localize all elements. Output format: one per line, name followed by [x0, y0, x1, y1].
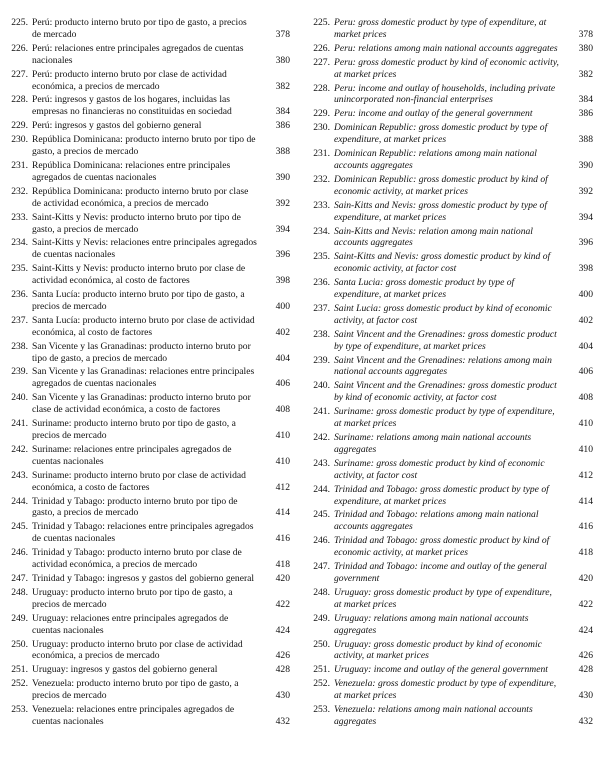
entry-number: 226. — [313, 42, 330, 54]
entry-page-number: 380 — [275, 54, 290, 66]
entry-number: 237. — [11, 314, 28, 326]
entry-title: Trinidad y Tabago: ingresos y gastos del gobierno general — [32, 572, 255, 584]
entry-body — [334, 561, 593, 585]
entry-title: Uruguay: gross domestic product by kind of economic activity, at market prices — [334, 638, 542, 662]
entry-page-number: 398 — [275, 275, 290, 287]
entry-title: Saint-Kitts and Nevis: gross domestic product by kind of economic activity, at factor cost — [334, 251, 551, 275]
entry-body — [32, 418, 290, 442]
entry-body — [32, 263, 290, 287]
entry-page-number: 392 — [275, 197, 290, 209]
entry-body — [32, 613, 290, 637]
entry-page-number: 406 — [578, 366, 593, 378]
entry-body — [32, 289, 290, 313]
entry-body — [32, 43, 290, 67]
entry-number: 240. — [11, 392, 28, 404]
entry-title: Saint Vincent and the Grenadines: relations among main national accounts aggregates — [334, 354, 552, 378]
entry-page-number: 412 — [275, 481, 290, 493]
entry-body — [334, 432, 593, 456]
entry-body — [334, 704, 593, 728]
entry-body — [32, 134, 290, 158]
entry-page-number: 428 — [578, 664, 593, 676]
entry-title: República Dominicana: producto interno bruto por clase de actividad económica, a precios de mercado — [32, 185, 249, 209]
contents-entry — [310, 509, 593, 533]
entry-body — [32, 587, 290, 611]
entry-number: 246. — [313, 535, 330, 547]
contents-entry — [310, 57, 593, 81]
entry-body — [32, 237, 290, 261]
entry-page-number: 402 — [578, 314, 593, 326]
entry-title: Saint Vincent and the Grenadines: gross domestic product by type of expenditure, at market prices — [334, 328, 557, 352]
entry-number: 247. — [313, 561, 330, 573]
contents-entry — [310, 535, 593, 559]
entry-page-number: 432 — [275, 715, 290, 727]
contents-entry — [8, 186, 290, 210]
contents-entry — [8, 678, 290, 702]
entry-body — [334, 277, 593, 301]
entry-title: Santa Lucía: producto interno bruto por clase de actividad económica, al costo de factores — [32, 314, 255, 338]
contents-entry — [8, 69, 290, 93]
entry-title: Saint-Kitts y Nevis: producto interno bruto por tipo de gasto, a precios de mercado — [32, 211, 241, 235]
entry-body — [334, 174, 593, 198]
entry-body — [32, 704, 290, 728]
contents-entry — [8, 392, 290, 416]
contents-entry — [310, 226, 593, 250]
contents-entry — [8, 587, 290, 611]
entry-number: 233. — [313, 199, 330, 211]
entry-body — [32, 212, 290, 236]
entry-title: Perú: ingresos y gastos de los hogares, incluidas las empresas no financieras no constituidas en sociedad — [32, 94, 232, 118]
entry-body — [334, 355, 593, 379]
contents-entry — [310, 484, 593, 508]
contents-entry — [8, 664, 290, 676]
contents-entry — [8, 237, 290, 261]
entry-body — [334, 122, 593, 146]
entry-number: 249. — [313, 612, 330, 624]
entry-title: Suriname: relaciones entre principales agregados de cuentas nacionales — [32, 443, 232, 467]
entry-page-number: 408 — [275, 404, 290, 416]
entry-title: Dominican Republic: gross domestic product by type of expenditure, at market prices — [334, 122, 548, 146]
entry-title: Trinidad y Tabago: relaciones entre principales agregados de cuentas nacionales — [32, 521, 254, 545]
entry-body — [32, 470, 290, 494]
entry-body — [334, 613, 593, 637]
entry-page-number: 404 — [275, 352, 290, 364]
entry-page-number: 408 — [578, 392, 593, 404]
entry-page-number: 426 — [578, 650, 593, 662]
entry-body — [334, 509, 593, 533]
contents-entry — [310, 380, 593, 404]
entry-number: 250. — [313, 638, 330, 650]
entry-body — [334, 303, 593, 327]
entry-number: 252. — [11, 678, 28, 690]
entry-page-number: 426 — [275, 650, 290, 662]
contents-entry — [310, 17, 593, 41]
entry-title: Dominican Republic: gross domestic product by kind of economic activity, at market prices — [334, 173, 548, 197]
entry-page-number: 430 — [275, 690, 290, 702]
entry-body — [334, 587, 593, 611]
entry-page-number: 410 — [578, 443, 593, 455]
contents-entry — [310, 43, 593, 55]
contents-entry — [310, 108, 593, 120]
entry-title: Perú: producto interno bruto por clase de actividad económica, a precios de mercado — [32, 68, 227, 92]
entry-body — [334, 200, 593, 224]
entry-number: 241. — [11, 418, 28, 430]
entry-number: 235. — [11, 263, 28, 275]
entry-title: Uruguay: gross domestic product by type of expenditure, at market prices — [334, 586, 552, 610]
contents-entry — [8, 639, 290, 663]
entry-title: Saint Vincent and the Grenadines: gross domestic product by kind of economic activity, at factor cost — [334, 380, 557, 404]
entry-title: Uruguay: income and outlay of the general government — [334, 664, 548, 676]
contents-entry — [310, 406, 593, 430]
entry-title: Sain-Kitts and Nevis: gross domestic product by type of expenditure, at market prices — [334, 199, 547, 223]
entry-body — [334, 664, 593, 676]
contents-entry — [8, 470, 290, 494]
contents-entry — [310, 639, 593, 663]
entry-body — [32, 664, 290, 676]
entry-title: Uruguay: relations among main national accounts aggregates — [334, 612, 529, 636]
contents-entry — [8, 17, 290, 41]
entry-title: Saint Lucia: gross domestic product by kind of economic activity, at factor cost — [334, 302, 552, 326]
entry-body — [334, 43, 593, 55]
entry-number: 231. — [11, 159, 28, 171]
entry-page-number: 424 — [275, 624, 290, 636]
contents-entry — [8, 94, 290, 118]
entry-body — [32, 17, 290, 41]
entry-title: Santa Lucía: producto interno bruto por tipo de gasto, a precios de mercado — [32, 289, 245, 312]
entry-page-number: 380 — [578, 42, 593, 54]
entry-number: 238. — [11, 340, 28, 352]
entry-title: Peru: relations among main national accounts aggregates — [334, 42, 558, 54]
entry-page-number: 412 — [578, 469, 593, 481]
entry-page-number: 416 — [578, 521, 593, 533]
entry-number: 241. — [313, 406, 330, 418]
contents-entry — [8, 547, 290, 571]
entry-page-number: 410 — [275, 430, 290, 441]
entry-body — [32, 639, 290, 663]
contents-entry — [310, 148, 593, 172]
entry-title: Trinidad y Tabago: producto interno bruto por clase de actividad económica, a precios de mercado — [32, 547, 242, 571]
entry-page-number: 410 — [275, 455, 290, 467]
contents-entry — [8, 613, 290, 637]
contents-entry — [310, 277, 593, 301]
entry-number: 236. — [313, 277, 330, 289]
entry-page-number: 416 — [275, 533, 290, 545]
entry-title: Uruguay: producto interno bruto por tipo de gasto, a precios de mercado — [32, 586, 233, 610]
entry-body — [32, 444, 290, 468]
entry-title: República Dominicana: relaciones entre principales agregados de cuentas nacionales — [32, 159, 231, 183]
entry-number: 246. — [11, 547, 28, 559]
entry-number: 239. — [11, 366, 28, 378]
entry-title: Santa Lucia: gross domestic product by type of expenditure, at market prices — [334, 277, 515, 301]
entry-number: 234. — [11, 237, 28, 249]
entry-title: Suriname: producto interno bruto por clase de actividad económica, a costo de factores — [32, 469, 246, 493]
entry-page-number: 414 — [578, 495, 593, 507]
entry-number: 253. — [11, 704, 28, 716]
entry-number: 245. — [313, 509, 330, 521]
entry-title: Saint-Kitts y Nevis: producto interno bruto por clase de actividad económica, al costo de factores — [32, 263, 246, 287]
entry-page-number: 424 — [578, 624, 593, 636]
entry-title: Dominican Republic: relations among main national accounts aggregates — [334, 148, 537, 171]
entry-body — [32, 366, 290, 390]
entry-body — [32, 496, 290, 520]
entry-number: 233. — [11, 211, 28, 223]
entry-page-number: 404 — [578, 340, 593, 352]
entry-number: 227. — [313, 56, 330, 68]
entry-number: 225. — [313, 17, 330, 28]
contents-entry — [310, 678, 593, 702]
entry-title: Peru: gross domestic product by kind of economic activity, at market prices — [334, 56, 559, 80]
entry-title: Perú: ingresos y gastos del gobierno general — [32, 120, 202, 132]
entry-number: 236. — [11, 289, 28, 301]
entry-number: 228. — [313, 82, 330, 94]
entry-page-number: 428 — [275, 664, 290, 676]
entry-page-number: 382 — [578, 68, 593, 80]
entry-page-number: 388 — [578, 134, 593, 146]
entry-number: 226. — [11, 42, 28, 54]
entry-title: Trinidad and Tobago: relations among main national accounts aggregates — [334, 509, 539, 533]
entry-number: 248. — [11, 586, 28, 598]
contents-entry — [8, 212, 290, 236]
entry-body — [334, 458, 593, 482]
entry-title: Trinidad y Tabago: producto interno bruto por tipo de gasto, a precios de mercado — [32, 495, 238, 519]
contents-entry — [8, 160, 290, 184]
entry-title: Venezuela: gross domestic product by type of expenditure, at market prices — [334, 678, 557, 702]
contents-entry — [310, 200, 593, 224]
entry-body — [334, 108, 593, 120]
english-contents-column — [310, 17, 593, 768]
entry-page-number: 422 — [275, 598, 290, 610]
entry-number: 243. — [313, 457, 330, 469]
entry-number: 229. — [11, 120, 28, 132]
entry-number: 244. — [11, 495, 28, 507]
entry-page-number: 394 — [275, 223, 290, 235]
entry-title: Venezuela: relations among main national accounts aggregates — [334, 704, 533, 727]
contents-entry — [310, 329, 593, 353]
entry-number: 232. — [11, 185, 28, 197]
entry-body — [32, 678, 290, 702]
entry-title: Perú: relaciones entre principales agregados de cuentas nacionales — [32, 42, 244, 66]
contents-entry — [310, 303, 593, 327]
entry-page-number: 396 — [578, 237, 593, 249]
entry-body — [334, 406, 593, 430]
entry-number: 235. — [313, 251, 330, 263]
entry-number: 229. — [313, 108, 330, 120]
entry-title: Uruguay: ingresos y gastos del gobierno general — [32, 664, 218, 676]
entry-body — [32, 392, 290, 416]
entry-number: 250. — [11, 638, 28, 650]
entry-title: Suriname: gross domestic product by kind of economic activity, at factor cost — [334, 457, 545, 481]
entry-number: 238. — [313, 328, 330, 340]
entry-body — [32, 160, 290, 184]
entry-title: Uruguay: relaciones entre principales agregados de cuentas nacionales — [32, 612, 229, 636]
entry-body — [334, 57, 593, 81]
entry-page-number: 398 — [578, 263, 593, 275]
contents-entry — [8, 120, 290, 132]
entry-number: 230. — [313, 122, 330, 134]
entry-title: Peru: gross domestic product by type of expenditure, at market prices — [334, 17, 547, 40]
entry-title: Venezuela: producto interno bruto por tipo de gasto, a precios de mercado — [32, 678, 239, 702]
entry-body — [32, 315, 290, 339]
entry-number: 231. — [313, 148, 330, 160]
entry-page-number: 390 — [578, 159, 593, 171]
contents-entry — [8, 263, 290, 287]
entry-title: Trinidad and Tobago: gross domestic product by type of expenditure, at market prices — [334, 483, 549, 507]
entry-title: Sain-Kitts and Nevis: relation among main national accounts aggregates — [334, 225, 533, 249]
contents-entry — [310, 704, 593, 728]
contents-entry — [310, 613, 593, 637]
contents-entry — [8, 496, 290, 520]
contents-entry — [310, 561, 593, 585]
contents-entry — [8, 315, 290, 339]
entry-number: 227. — [11, 68, 28, 80]
entry-body — [334, 83, 593, 107]
contents-entry — [8, 341, 290, 365]
entry-number: 252. — [313, 678, 330, 690]
entry-body — [334, 148, 593, 172]
entry-page-number: 420 — [578, 572, 593, 584]
entry-page-number: 378 — [578, 28, 593, 40]
entry-page-number: 386 — [275, 120, 290, 132]
entry-title: San Vicente y las Granadinas: producto interno bruto por clase de actividad económica, a costo de factores — [32, 392, 251, 416]
entry-title: República Dominicana: producto interno bruto por tipo de gasto, a precios de mercado — [32, 134, 256, 158]
contents-entry — [310, 664, 593, 676]
contents-entry — [310, 251, 593, 275]
entry-page-number: 384 — [578, 94, 593, 106]
contents-entry — [310, 355, 593, 379]
contents-entry — [8, 366, 290, 390]
entry-page-number: 432 — [578, 715, 593, 727]
entry-page-number: 414 — [275, 507, 290, 519]
contents-entry — [310, 587, 593, 611]
entry-title: Peru: income and outlay of the general government — [334, 108, 533, 120]
entry-number: 228. — [11, 94, 28, 106]
entry-page-number: 386 — [578, 108, 593, 120]
entry-number: 239. — [313, 354, 330, 366]
entry-number: 253. — [313, 704, 330, 716]
entry-number: 234. — [313, 225, 330, 237]
entry-title: Suriname: relations among main national accounts aggregates — [334, 432, 532, 455]
entry-body — [334, 226, 593, 250]
entry-number: 237. — [313, 302, 330, 314]
entry-body — [334, 17, 593, 41]
entry-title: Perú: producto interno bruto por tipo de gasto, a precios de mercado — [32, 17, 247, 40]
entry-body — [32, 341, 290, 365]
entry-page-number: 384 — [275, 106, 290, 118]
entry-number: 245. — [11, 521, 28, 533]
entry-number: 242. — [313, 432, 330, 443]
entry-title: Trinidad and Tobago: gross domestic product by kind of economic activity, at market prices — [334, 535, 550, 559]
contents-entry — [8, 704, 290, 728]
entry-title: Saint-Kitts y Nevis: relaciones entre principales agregados de cuentas nacionales — [32, 237, 257, 261]
spanish-contents-column — [8, 17, 290, 768]
contents-entry — [8, 418, 290, 442]
entry-page-number: 388 — [275, 146, 290, 158]
contents-entry — [8, 134, 290, 158]
entry-body — [32, 547, 290, 571]
entry-body — [32, 94, 290, 118]
entry-number: 232. — [313, 173, 330, 185]
entry-page-number: 382 — [275, 80, 290, 92]
entry-number: 244. — [313, 483, 330, 495]
entry-page-number: 406 — [275, 378, 290, 390]
entry-body — [334, 251, 593, 275]
contents-entry — [8, 289, 290, 313]
entry-page-number: 396 — [275, 249, 290, 261]
entry-number: 251. — [11, 664, 28, 676]
entry-title: Suriname: gross domestic product by type of expenditure, at market prices — [334, 406, 555, 430]
entry-page-number: 400 — [275, 300, 290, 312]
entry-title: Venezuela: relaciones entre principales agregados de cuentas nacionales — [32, 704, 235, 727]
entry-number: 225. — [11, 17, 28, 28]
entry-page-number: 418 — [275, 559, 290, 571]
entry-title: San Vicente y las Granadinas: relaciones entre principales agregados de cuentas nacionales — [32, 366, 255, 390]
entry-body — [334, 380, 593, 404]
entry-page-number: 400 — [578, 289, 593, 301]
entry-title: San Vicente y las Granadinas: producto interno bruto por tipo de gasto, a precios de mercado — [32, 340, 251, 364]
contents-entry — [310, 122, 593, 146]
entry-title: Peru: income and outlay of households, including private unincorporated non-financial enterprises — [334, 82, 556, 106]
entry-body — [32, 573, 290, 585]
entry-title: Trinidad and Tobago: income and outlay of the general government — [334, 561, 547, 584]
entry-body — [334, 484, 593, 508]
entry-body — [32, 120, 290, 132]
entry-title: Suriname: producto interno bruto por tipo de gasto, a precios de mercado — [32, 418, 236, 441]
entry-number: 242. — [11, 443, 28, 455]
entry-title: Uruguay: producto interno bruto por clase de actividad económica, a precios de mercado — [32, 638, 243, 662]
entry-page-number: 402 — [275, 326, 290, 338]
entry-body — [334, 329, 593, 353]
entry-number: 230. — [11, 134, 28, 146]
contents-entry — [8, 43, 290, 67]
entry-number: 247. — [11, 572, 28, 584]
entry-page-number: 378 — [275, 28, 290, 40]
contents-entry — [310, 174, 593, 198]
entry-body — [32, 69, 290, 93]
contents-entry — [310, 83, 593, 107]
entry-page-number: 418 — [578, 547, 593, 559]
contents-entry — [8, 521, 290, 545]
entry-number: 243. — [11, 469, 28, 481]
entry-body — [334, 535, 593, 559]
entry-body — [334, 639, 593, 663]
entry-page-number: 430 — [578, 690, 593, 702]
entry-page-number: 394 — [578, 211, 593, 223]
entry-number: 248. — [313, 586, 330, 598]
entry-page-number: 420 — [275, 572, 290, 584]
entry-page-number: 422 — [578, 598, 593, 610]
entry-number: 240. — [313, 380, 330, 392]
entry-number: 251. — [313, 664, 330, 676]
contents-entry — [310, 458, 593, 482]
entry-body — [32, 186, 290, 210]
entry-page-number: 392 — [578, 185, 593, 197]
contents-entry — [8, 444, 290, 468]
entry-body — [32, 521, 290, 545]
contents-entry — [8, 573, 290, 585]
entry-number: 249. — [11, 612, 28, 624]
entry-page-number: 390 — [275, 171, 290, 183]
contents-entry — [310, 432, 593, 456]
entry-page-number: 410 — [578, 418, 593, 430]
entry-body — [334, 678, 593, 702]
